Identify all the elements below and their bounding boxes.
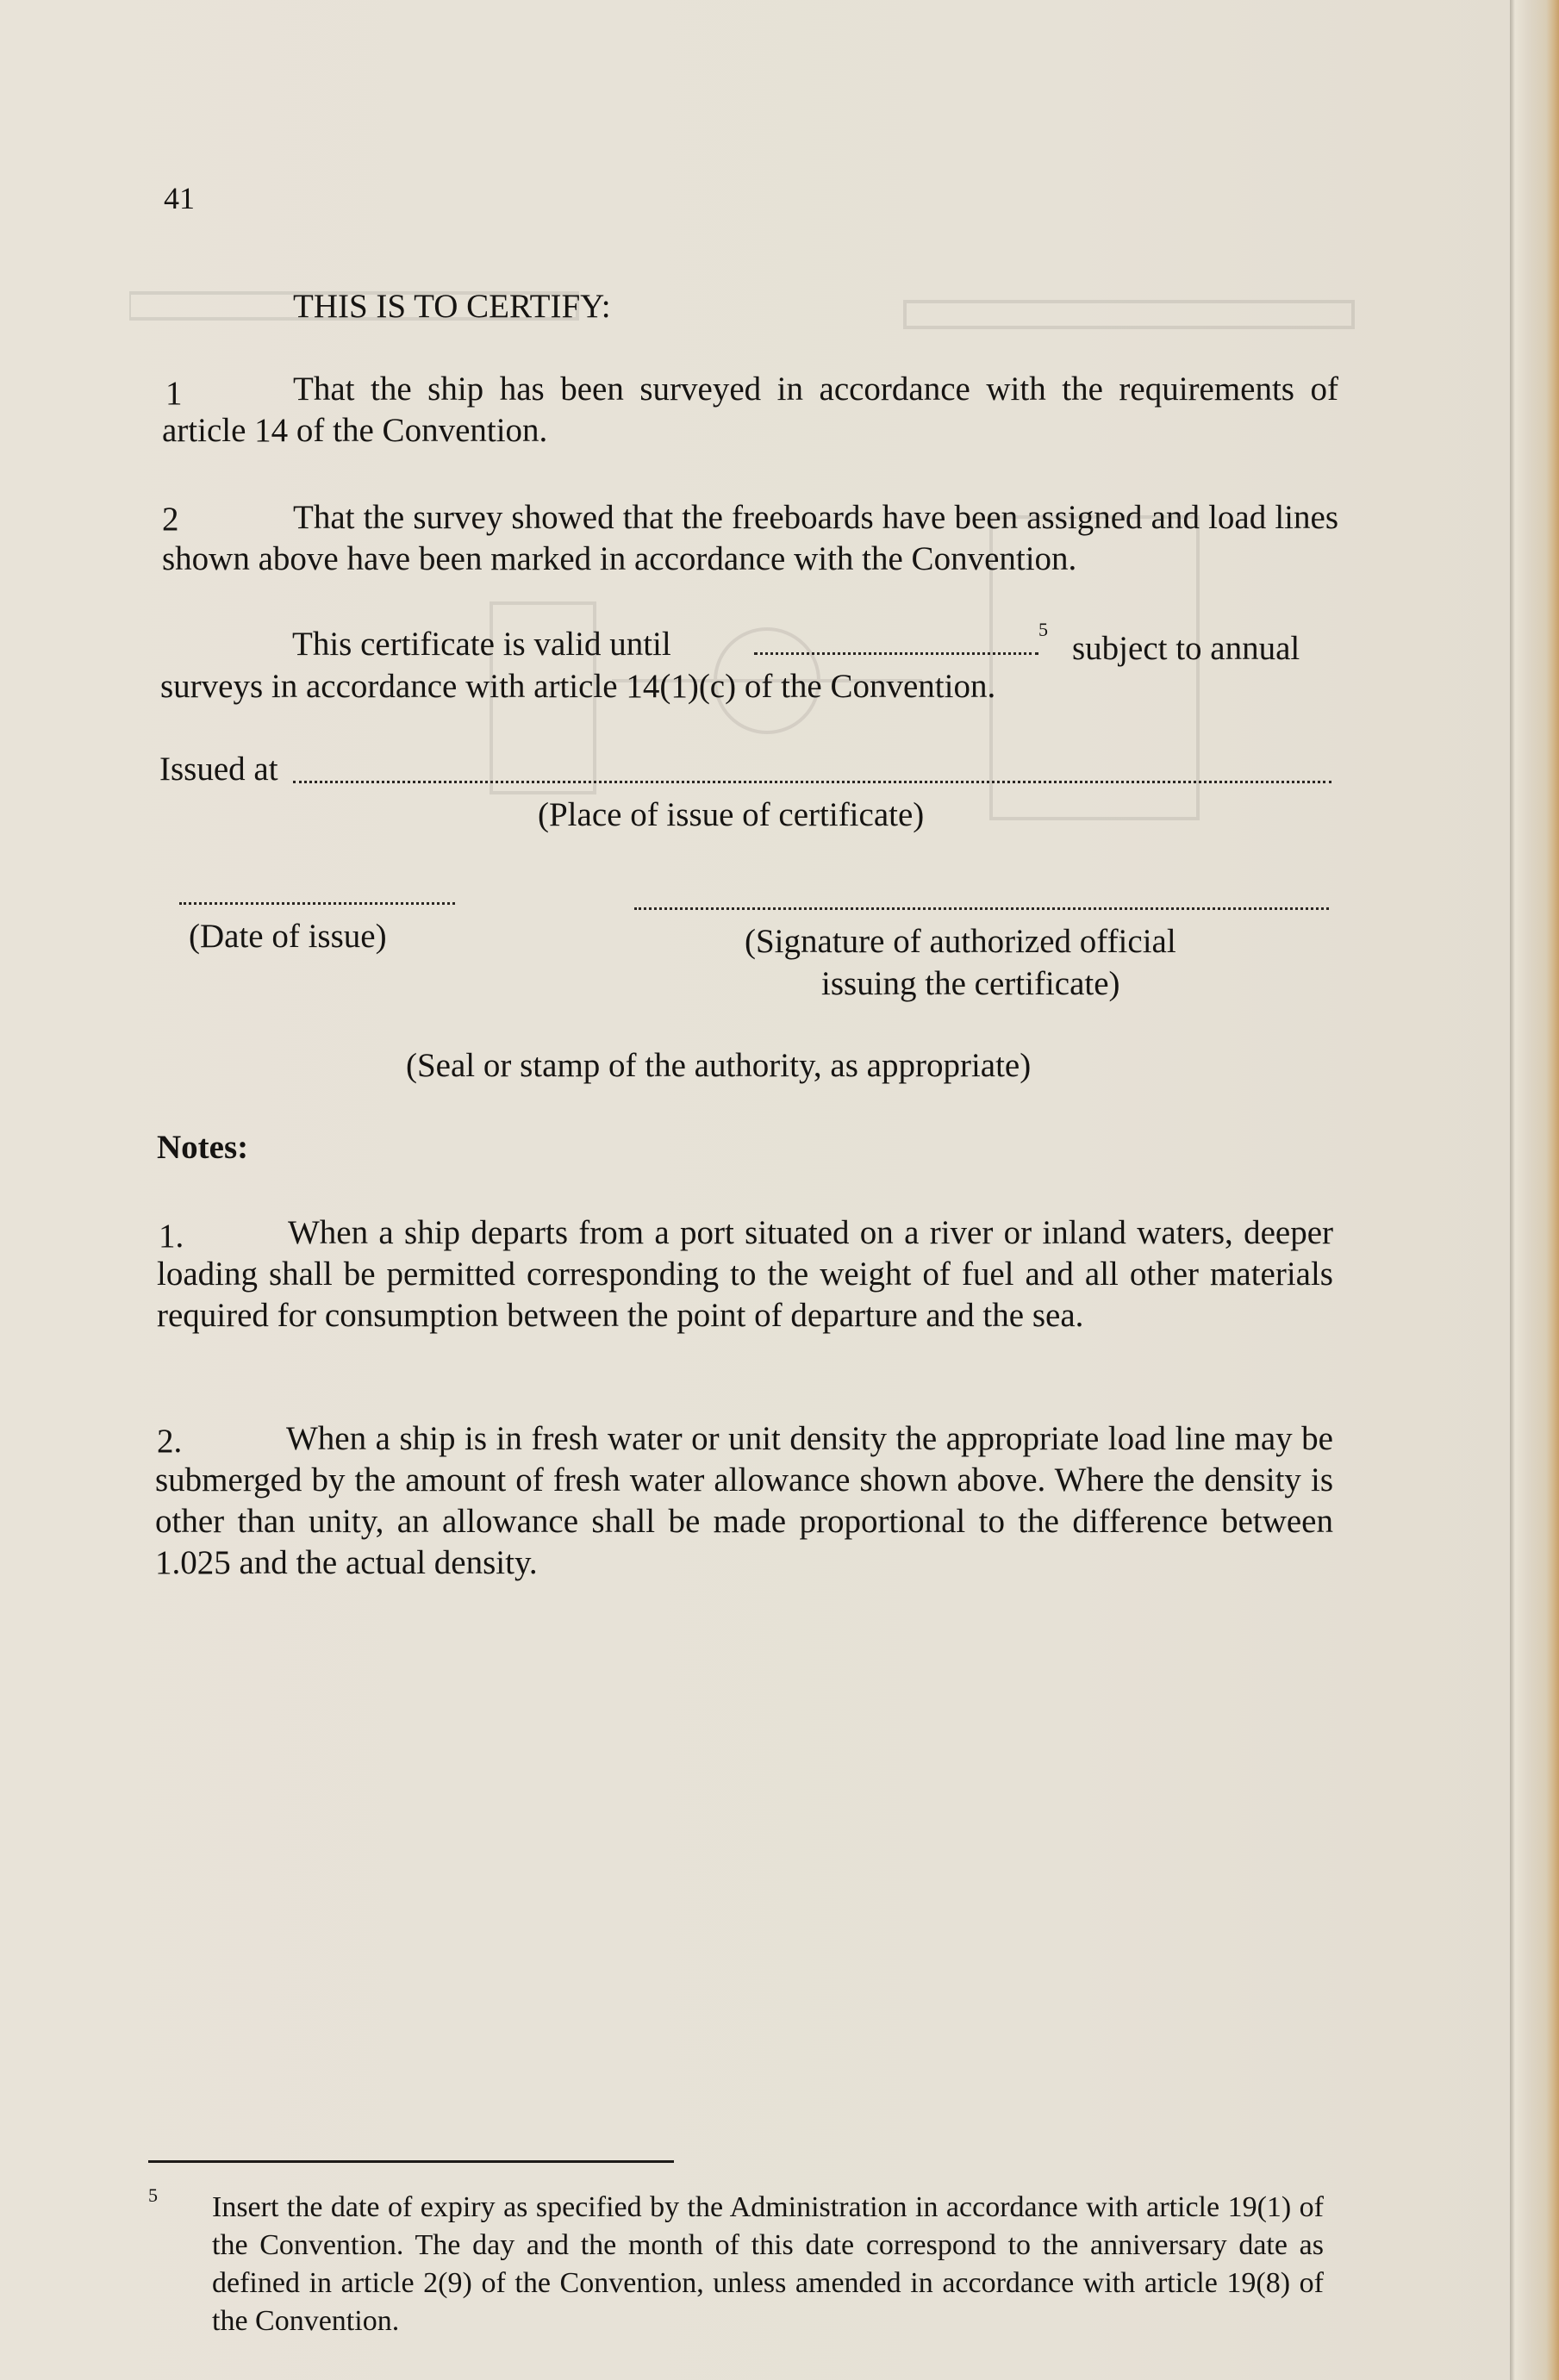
- note-number: 2.: [157, 1423, 183, 1460]
- notes-heading: Notes:: [157, 1129, 249, 1166]
- validity-date-blank[interactable]: [754, 652, 1038, 655]
- item-number: 2: [162, 501, 179, 538]
- place-of-issue-caption: (Place of issue of certificate): [538, 796, 925, 833]
- certificate-heading: THIS IS TO CERTIFY:: [293, 288, 611, 325]
- validity-prefix: This certificate is valid until: [292, 626, 671, 663]
- validity-continuation: surveys in accordance with article 14(1)(c) of the Convention.: [160, 668, 996, 705]
- date-of-issue-caption: (Date of issue): [189, 918, 387, 955]
- item-number: 1: [165, 375, 183, 412]
- item-text: That the survey showed that the freeboards have been assigned and load lines shown above have been marked in accordance with the Convention.: [162, 499, 1338, 577]
- validity-suffix: subject to annual: [1072, 630, 1300, 667]
- footnote-separator: [148, 2160, 674, 2163]
- footnote-ref-mark: 5: [1038, 619, 1048, 640]
- note-number: 1.: [159, 1218, 184, 1255]
- place-of-issue-blank[interactable]: [293, 781, 1331, 783]
- signature-caption: (Signature of authorized official: [745, 923, 1176, 960]
- footnote-text: Insert the date of expiry as specified by the Administration in accordance with article 19(1) of the Convention. The day and the month of this date correspond to the anniversary date as defined in article 2(9) of the Convention, unless amended in accordance with article 19(8) of the Convention.: [212, 2191, 1324, 2337]
- date-of-issue-blank[interactable]: [179, 902, 455, 905]
- seal-caption: (Seal or stamp of the authority, as appropriate): [406, 1047, 1032, 1084]
- page-number: 41: [164, 181, 195, 215]
- footnote-reference: [1038, 620, 1048, 654]
- signature-blank[interactable]: [634, 907, 1329, 910]
- note-text: When a ship departs from a port situated on a river or inland waters, deeper loading shall be permitted corresponding to the weight of fuel and all other materials required for consumption between the point of departure and the sea.: [157, 1214, 1333, 1334]
- issued-at-label: Issued at: [159, 751, 278, 788]
- footnote-marker: 5: [148, 2184, 158, 2206]
- page-edge: [1510, 0, 1559, 2380]
- note-text: When a ship is in fresh water or unit density the appropriate load line may be submerged by the amount of fresh water allowance shown above. Where the density is other than unity, an allowance shall be made proportional to the difference between 1.025 and the actual density.: [155, 1420, 1333, 1581]
- signature-caption: issuing the certificate): [821, 965, 1120, 1002]
- item-text: That the ship has been surveyed in accordance with the requirements of article 14 of the Convention.: [162, 371, 1338, 449]
